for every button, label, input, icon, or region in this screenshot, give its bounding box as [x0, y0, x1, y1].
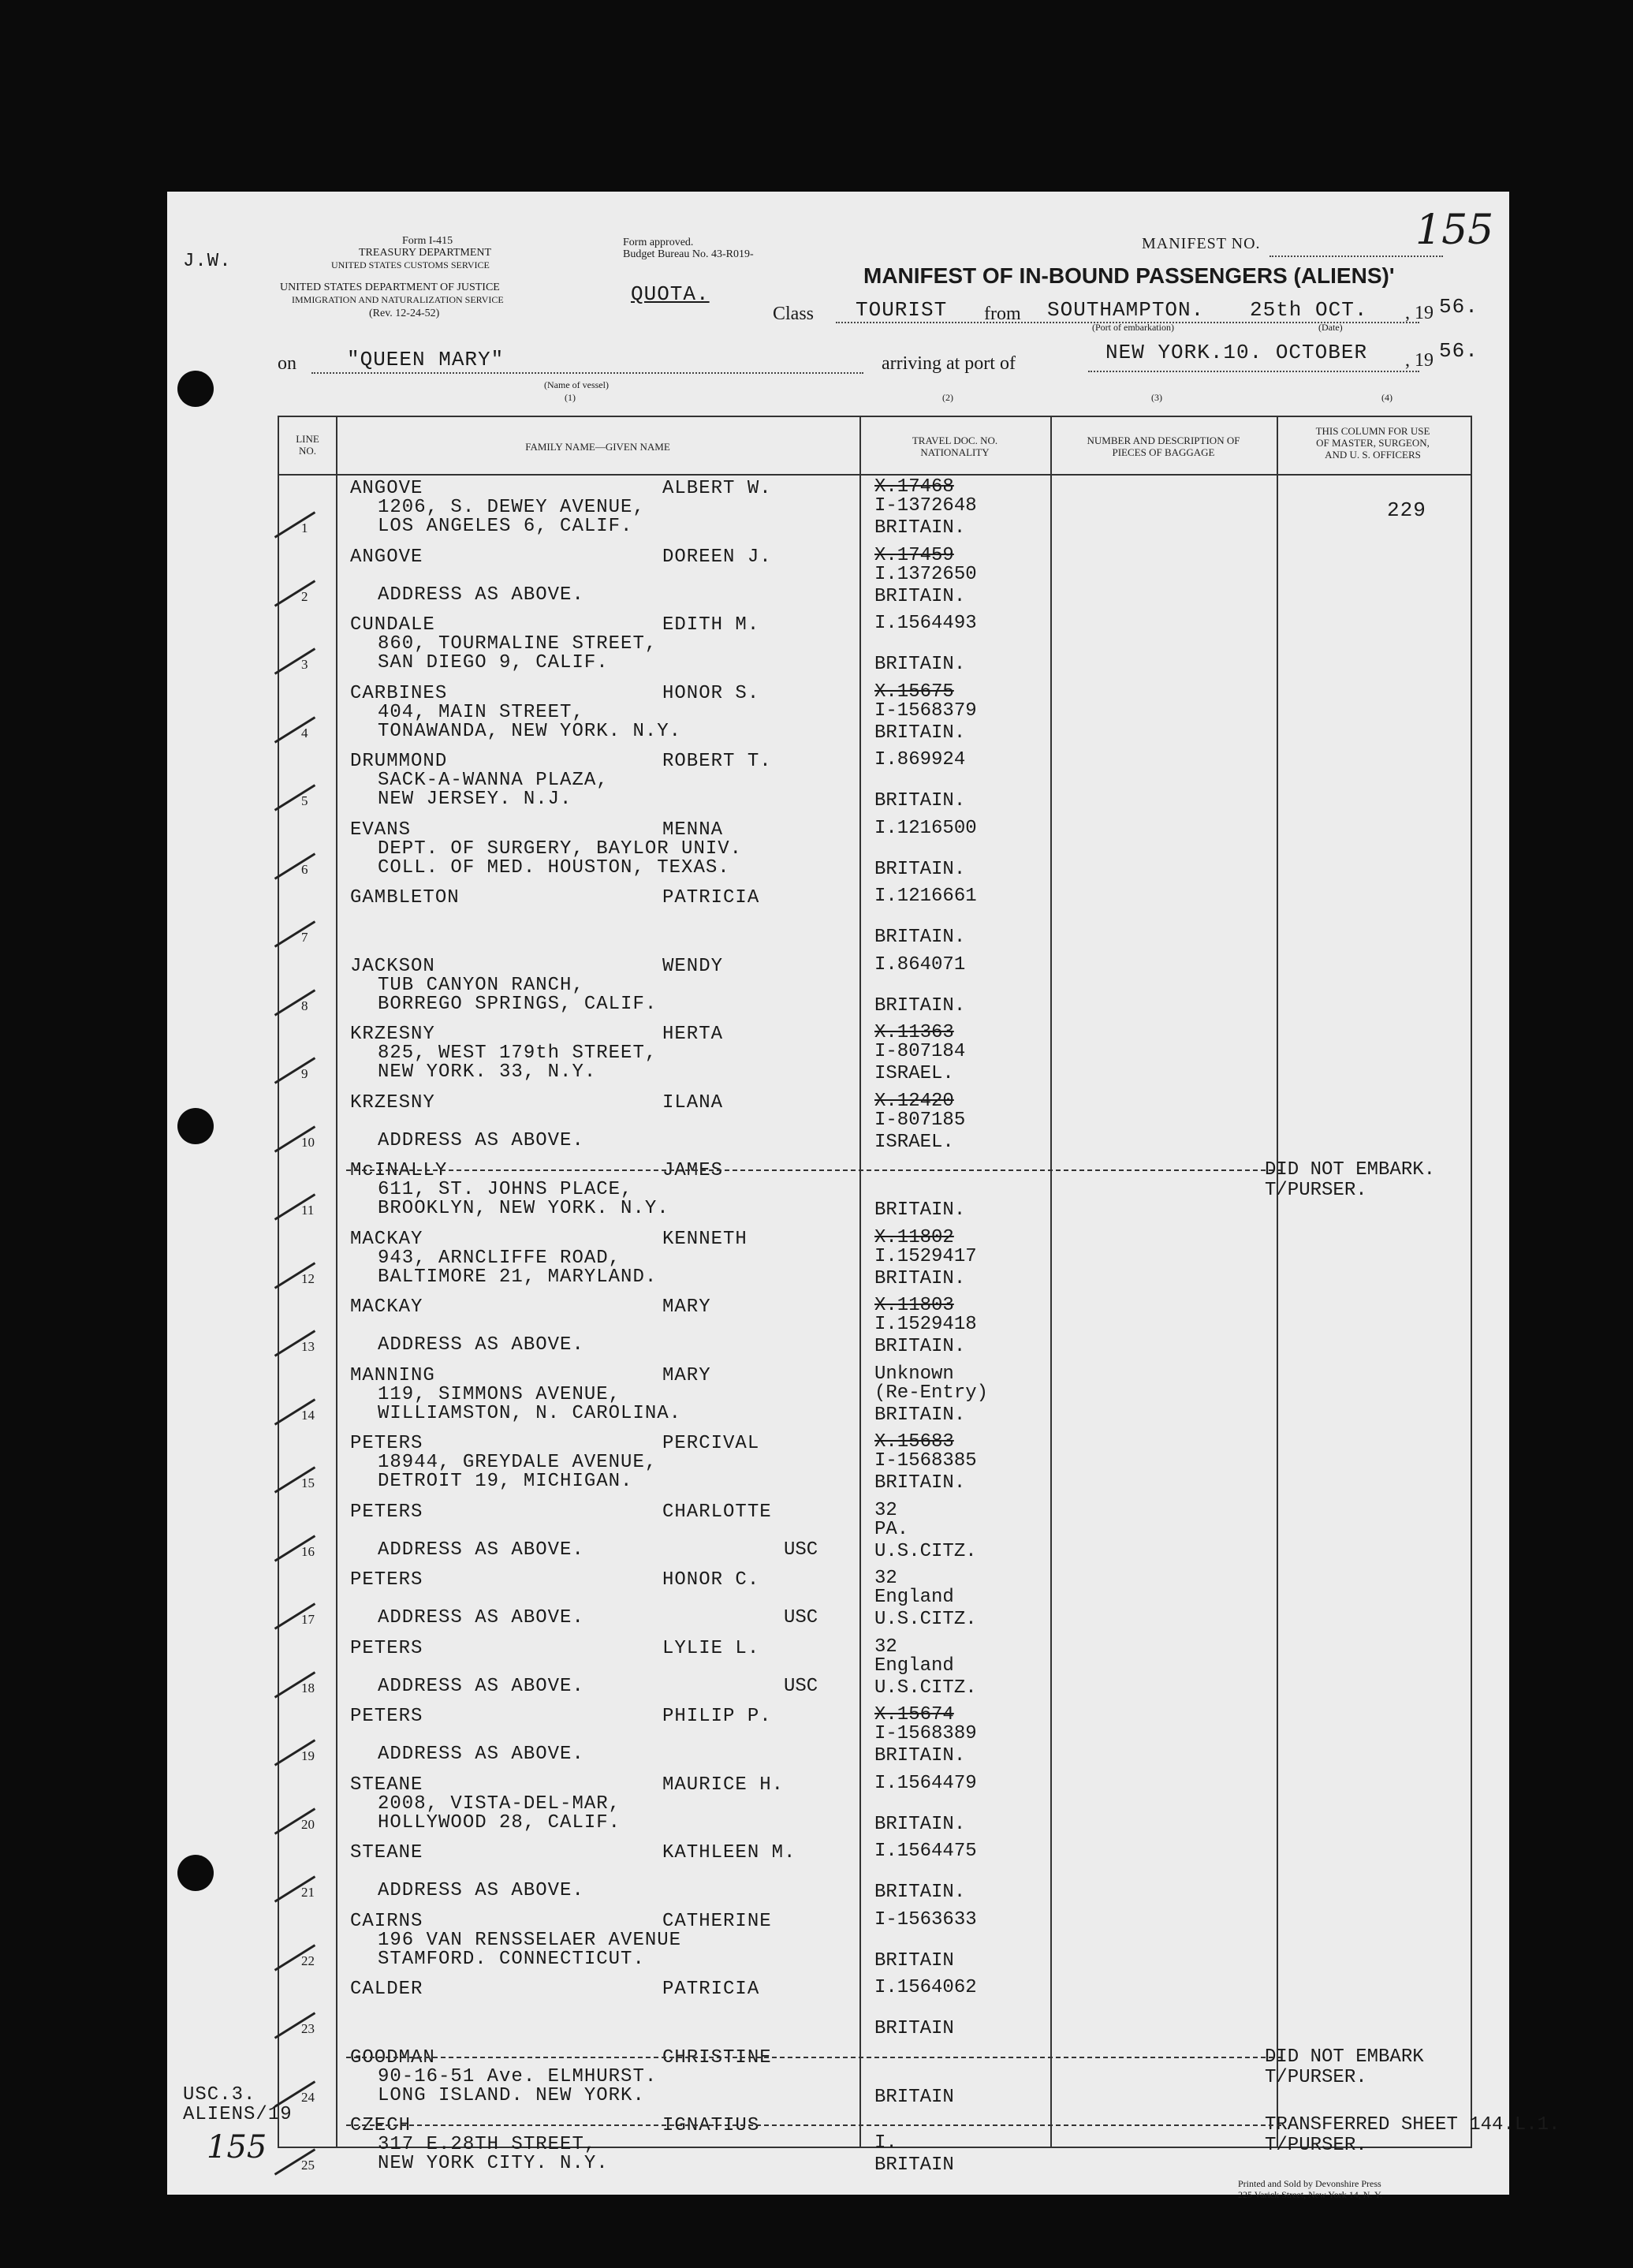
table-row	[279, 545, 1471, 613]
table-row	[279, 1977, 1471, 2045]
nationality: BRITAIN.	[874, 1745, 966, 1766]
nationality: BRITAIN.	[874, 1404, 966, 1426]
nationality: BRITAIN.	[874, 927, 966, 948]
nationality: BRITAIN.	[874, 1882, 966, 1903]
address-line-1: TUB CANYON RANCH,	[378, 974, 584, 996]
given-name: CATHERINE	[662, 1910, 772, 1932]
nationality: BRITAIN	[874, 2086, 954, 2108]
address-line-1: 18944, GREYDALE AVENUE,	[378, 1452, 658, 1473]
given-name: ROBERT T.	[662, 751, 772, 772]
punch-hole	[177, 1855, 214, 1891]
travel-doc-2: I-1568389	[874, 1723, 977, 1744]
address-line-1: 196 VAN RENSSELAER AVENUE	[378, 1929, 682, 1951]
surname: PETERS	[350, 1501, 423, 1523]
surname: McINALLY	[350, 1160, 448, 1181]
nationality: U.S.CITZ.	[874, 1677, 977, 1699]
header-baggage: NUMBER AND DESCRIPTION OF PIECES OF BAGGAGE	[1087, 435, 1240, 458]
nationality: BRITAIN	[874, 1949, 954, 1971]
check-mark	[274, 647, 315, 674]
nationality: BRITAIN.	[874, 1472, 966, 1494]
line-number: 6	[301, 861, 308, 877]
travel-doc-1: 32	[874, 1568, 897, 1589]
line-number: 24	[301, 2089, 315, 2105]
table-row	[279, 1091, 1471, 1158]
nationality: U.S.CITZ.	[874, 1540, 977, 1562]
address-line-1: DEPT. OF SURGERY, BAYLOR UNIV.	[378, 837, 743, 860]
address-line-2: NEW YORK. 33, N.Y.	[378, 1061, 597, 1083]
line-number: 18	[301, 1680, 315, 1695]
header-divider	[279, 474, 1471, 476]
given-name: CHRISTINE	[662, 2046, 772, 2068]
header-line-no: LINE NO.	[296, 433, 319, 457]
col4-caption: (4)	[1381, 392, 1393, 403]
surname: CUNDALE	[350, 614, 435, 636]
given-name: CHARLOTTE	[662, 1501, 772, 1523]
row-note: DID NOT EMBARK. T/PURSER.	[1265, 1159, 1436, 1201]
given-name: JAMES	[662, 1160, 724, 1181]
check-mark	[274, 852, 315, 879]
address-line-2: ADDRESS AS ABOVE.	[378, 1880, 584, 1901]
officer-note: 229	[1387, 498, 1426, 522]
arrival-year: 56.	[1439, 339, 1478, 363]
given-name: HERTA	[662, 1024, 724, 1045]
line-number: 15	[301, 1475, 315, 1490]
class-line	[836, 322, 1419, 323]
travel-doc-1: X.11802	[874, 1226, 954, 1248]
given-name: MAURICE H.	[662, 1774, 785, 1796]
given-name: WENDY	[662, 955, 724, 977]
embark-date: 25th OCT.	[1250, 298, 1368, 322]
line-number: 12	[301, 1270, 315, 1286]
from-label: from	[984, 304, 1021, 324]
travel-doc-2: I-1568379	[874, 699, 977, 722]
table-row	[279, 1500, 1471, 1568]
given-name: DOREEN J.	[662, 546, 772, 568]
given-name: MARY	[662, 1364, 711, 1386]
passenger-table	[278, 416, 1560, 2176]
table-row	[279, 2113, 1560, 2181]
manifest-number: 155	[1415, 207, 1494, 254]
address-line-2: ADDRESS AS ABOVE.	[378, 1129, 584, 1151]
dept-ins: IMMIGRATION AND NATURALIZATION SERVICE	[292, 294, 504, 305]
surname: PETERS	[350, 1637, 423, 1659]
form-approved: Form approved.	[623, 237, 694, 248]
line-number: 2	[301, 588, 308, 604]
row-note: DID NOT EMBARK T/PURSER.	[1265, 2046, 1424, 2088]
travel-doc-1: X.17468	[874, 476, 954, 498]
address-line-1: 825, WEST 179th STREET,	[378, 1043, 658, 1064]
surname: JACKSON	[350, 955, 435, 977]
nationality: BRITAIN.	[874, 585, 966, 607]
vessel-line	[311, 372, 863, 374]
address-line-1: 1206, S. DEWEY AVENUE,	[378, 497, 645, 518]
check-mark	[274, 989, 315, 1016]
surname: PETERS	[350, 1569, 423, 1591]
travel-doc-2: England	[874, 1587, 954, 1608]
address-line-1: 317 E.28TH STREET,	[378, 2134, 597, 2155]
address-line-2: STAMFORD. CONNECTICUT.	[378, 1948, 645, 1970]
address-line-2: HOLLYWOOD 28, CALIF.	[378, 1811, 621, 1833]
arrival-year-prefix: , 19	[1405, 350, 1434, 371]
travel-doc-2: I.1529418	[874, 1314, 977, 1335]
nationality: BRITAIN.	[874, 790, 966, 811]
travel-doc-1: I.869924	[874, 749, 966, 770]
travel-doc-2: I-1372648	[874, 495, 977, 517]
line-number: 5	[301, 793, 308, 808]
line-number: 8	[301, 998, 308, 1013]
address-line-1: 2008, VISTA-DEL-MAR,	[378, 1792, 621, 1815]
surname: PETERS	[350, 1433, 423, 1454]
margin-usc-label: USC.3.	[183, 2084, 256, 2106]
nationality: ISRAEL.	[874, 1131, 954, 1153]
col2-caption: (2)	[942, 392, 953, 403]
check-mark	[274, 784, 315, 811]
table-row	[279, 1363, 1471, 1431]
address-line-2: TONAWANDA, NEW YORK. N.Y.	[378, 720, 682, 742]
given-name: PERCIVAL	[662, 1433, 760, 1454]
line-number: 13	[301, 1339, 315, 1354]
line-number: 3	[301, 657, 308, 672]
surname: CALDER	[350, 1979, 423, 2000]
address-line-2: BORREGO SPRINGS, CALIF.	[378, 993, 658, 1015]
nationality: BRITAIN.	[874, 517, 966, 539]
travel-doc-2: I.1372650	[874, 563, 977, 585]
surname: MANNING	[350, 1364, 435, 1386]
manifest-no-label: MANIFEST NO.	[1142, 235, 1261, 252]
surname: ANGOVE	[350, 478, 423, 499]
given-name: PATRICIA	[662, 1979, 760, 2000]
port-embark-caption: (Port of embarkation)	[1092, 322, 1174, 333]
form-number: Form I-415	[402, 235, 453, 247]
check-mark	[274, 920, 315, 947]
address-line-1: 404, MAIN STREET,	[378, 701, 584, 723]
line-number: 20	[301, 1816, 315, 1832]
punch-hole	[177, 1108, 214, 1144]
address-line-2: COLL. OF MED. HOUSTON, TEXAS.	[378, 856, 730, 878]
surname: MACKAY	[350, 1296, 423, 1318]
year-prefix: , 19	[1405, 303, 1434, 323]
table-row	[279, 818, 1471, 886]
line-number: 17	[301, 1612, 315, 1627]
address-line-1: SACK-A-WANNA PLAZA,	[378, 770, 609, 791]
surname: GAMBLETON	[350, 887, 460, 908]
col1-caption: (1)	[565, 392, 576, 403]
line-number: 4	[301, 725, 308, 740]
surname: STEANE	[350, 1842, 423, 1863]
dept-customs: UNITED STATES CUSTOMS SERVICE	[331, 259, 490, 270]
given-name: ILANA	[662, 1091, 724, 1113]
nationality: BRITAIN.	[874, 858, 966, 880]
table-row	[279, 1909, 1471, 1977]
line-number: 23	[301, 2021, 315, 2036]
line-number: 19	[301, 1748, 315, 1763]
margin-handwritten-number: 155	[207, 2129, 267, 2165]
given-name: MENNA	[662, 819, 724, 841]
table-row	[279, 476, 1471, 544]
header-officers: THIS COLUMN FOR USE OF MASTER, SURGEON, AND U. S. OFFICERS	[1315, 425, 1430, 461]
surname: STEANE	[350, 1774, 423, 1796]
travel-doc-2: (Re-Entry)	[874, 1382, 989, 1404]
travel-doc-1: X.15674	[874, 1704, 954, 1725]
row-note: TRANSFERRED SHEET 144.L.1. T/PURSER.	[1265, 2114, 1560, 2156]
dept-treasury: TREASURY DEPARTMENT	[359, 247, 492, 259]
table-row	[279, 681, 1471, 749]
surname: ANGOVE	[350, 546, 423, 568]
page-title: MANIFEST OF IN-BOUND PASSENGERS (ALIENS)'	[863, 263, 1395, 288]
date-caption: (Date)	[1318, 322, 1343, 333]
nationality: BRITAIN.	[874, 1267, 966, 1289]
line-number: 22	[301, 1953, 315, 1968]
strike-through-line	[346, 2057, 1281, 2058]
given-name: HONOR C.	[662, 1569, 760, 1591]
travel-doc-1: I.1564493	[874, 613, 977, 634]
address-line-2: NEW JERSEY. N.J.	[378, 789, 572, 810]
class-value: TOURIST	[856, 298, 948, 322]
travel-doc-2: I-807185	[874, 1109, 966, 1131]
travel-doc-1: X.11803	[874, 1295, 954, 1316]
printer-line-1: Printed and Sold by Devonshire Press	[1238, 2178, 1381, 2189]
address-line-2: LOS ANGELES 6, CALIF.	[378, 516, 633, 537]
address-line-2: ADDRESS AS ABOVE.	[378, 584, 584, 606]
nationality: BRITAIN.	[874, 1813, 966, 1835]
given-name: ALBERT W.	[662, 478, 772, 499]
given-name: PATRICIA	[662, 887, 760, 908]
nationality: BRITAIN.	[874, 994, 966, 1016]
vessel-caption: (Name of vessel)	[544, 379, 609, 390]
travel-doc-2: I.	[874, 2132, 897, 2154]
line-number: 1	[301, 520, 308, 535]
check-mark	[274, 1057, 315, 1084]
address-line-1: 90-16-51 Ave. ELMHURST.	[378, 2065, 658, 2087]
travel-doc-1: X.15683	[874, 1431, 954, 1453]
address-line-2: ADDRESS AS ABOVE.	[378, 1334, 584, 1356]
travel-doc-2: England	[874, 1654, 954, 1677]
table-row	[279, 1773, 1471, 1841]
nationality: BRITAIN.	[874, 1336, 966, 1357]
address-line-2: NEW YORK CITY. N.Y.	[378, 2153, 609, 2174]
vessel-name: "QUEEN MARY"	[347, 348, 505, 371]
table-row	[279, 1568, 1471, 1636]
nationality: ISRAEL.	[874, 1063, 954, 1084]
travel-doc-1: I.1564479	[874, 1772, 977, 1794]
table-row	[279, 613, 1471, 681]
given-name: EDITH M.	[662, 614, 760, 636]
header-travel-doc: TRAVEL DOC. NO. NATIONALITY	[912, 435, 998, 458]
surname: PETERS	[350, 1706, 423, 1727]
surname: DRUMMOND	[350, 751, 448, 772]
strike-through-line	[346, 1169, 1281, 1171]
check-mark	[274, 716, 315, 743]
travel-doc-1: I.1564475	[874, 1841, 977, 1862]
margin-aliens-label: ALIENS/19	[183, 2104, 293, 2125]
address-line-2: ADDRESS AS ABOVE.	[378, 1744, 584, 1765]
surname: CAIRNS	[350, 1910, 423, 1932]
surname: CARBINES	[350, 682, 448, 704]
strike-through-line	[346, 2124, 1281, 2126]
table-row	[279, 749, 1471, 817]
address-line-2: ADDRESS AS ABOVE.	[378, 1675, 584, 1697]
address-line-2: BROOKLYN, NEW YORK. N.Y.	[378, 1198, 669, 1219]
nationality: U.S.CITZ.	[874, 1609, 977, 1630]
table-row	[279, 886, 1471, 953]
nationality: BRITAIN.	[874, 722, 966, 744]
printer-line-2: 225 Varick Street, New York 14, N. Y.	[1238, 2189, 1383, 2200]
line-number: 25	[301, 2158, 315, 2173]
surname: GOODMAN	[350, 2046, 435, 2068]
nationality: BRITAIN.	[874, 1199, 966, 1221]
given-name: IGNATIUS	[662, 2115, 760, 2136]
table-row	[279, 2046, 1471, 2113]
given-name: KENNETH	[662, 1228, 748, 1250]
address-line-2: BALTIMORE 21, MARYLAND.	[378, 1266, 658, 1288]
usc-marker: USC	[784, 1607, 818, 1628]
surname: EVANS	[350, 819, 412, 841]
line-number: 21	[301, 1885, 315, 1900]
address-line-1: 943, ARNCLIFFE ROAD,	[378, 1247, 621, 1269]
travel-doc-2: I.1529417	[874, 1245, 977, 1267]
travel-doc-2: PA.	[874, 1518, 909, 1540]
line-number: 11	[301, 1203, 315, 1218]
class-label: Class	[773, 304, 815, 324]
travel-doc-1: X.15675	[874, 681, 954, 703]
table-row	[279, 1841, 1471, 1908]
on-label: on	[278, 353, 296, 374]
address-line-1: 119, SIMMONS AVENUE,	[378, 1383, 621, 1405]
budget-bureau: Budget Bureau No. 43-R019-	[623, 248, 754, 260]
given-name: HONOR S.	[662, 682, 760, 704]
travel-doc-1: I.1216500	[874, 817, 977, 839]
arrival-port-date: NEW YORK.10. OCTOBER	[1105, 341, 1368, 364]
port-of-embarkation: SOUTHAMPTON.	[1047, 298, 1205, 322]
table-row	[279, 1022, 1471, 1090]
address-line-2: ADDRESS AS ABOVE.	[378, 1607, 584, 1628]
travel-doc-1: I-1563633	[874, 1908, 977, 1930]
check-mark	[274, 580, 315, 606]
table-row	[279, 1295, 1471, 1363]
address-line-1: 860, TOURMALINE STREET,	[378, 633, 658, 655]
travel-doc-1: 32	[874, 1499, 897, 1521]
travel-doc-1: Unknown	[874, 1363, 954, 1385]
table-row	[279, 1636, 1471, 1704]
table-row	[279, 1158, 1471, 1226]
line-number: 7	[301, 930, 308, 945]
nationality: BRITAIN.	[874, 654, 966, 675]
header-name: FAMILY NAME—GIVEN NAME	[525, 441, 670, 453]
address-line-2: WILLIAMSTON, N. CAROLINA.	[378, 1402, 682, 1424]
dept-justice: UNITED STATES DEPARTMENT OF JUSTICE	[280, 282, 500, 293]
travel-doc-1: I.1564062	[874, 1977, 977, 1998]
address-line-2: DETROIT 19, MICHIGAN.	[378, 1471, 633, 1492]
embark-year: 56.	[1439, 295, 1478, 319]
punch-hole	[177, 371, 214, 407]
travel-doc-1: I.1216661	[874, 886, 977, 907]
travel-doc-2: I-1568385	[874, 1450, 977, 1472]
table-row	[279, 954, 1471, 1022]
margin-initials: J.W.	[183, 251, 232, 272]
col3-caption: (3)	[1151, 392, 1162, 403]
line-number: 9	[301, 1066, 308, 1081]
surname: MACKAY	[350, 1228, 423, 1250]
table-row	[279, 1704, 1471, 1772]
given-name: KATHLEEN M.	[662, 1842, 796, 1863]
surname: KRZESNY	[350, 1091, 435, 1113]
travel-doc-1: X.12420	[874, 1090, 954, 1112]
given-name: MARY	[662, 1296, 711, 1318]
given-name: PHILIP P.	[662, 1706, 772, 1727]
travel-doc-2: I-807184	[874, 1041, 966, 1062]
address-line-2: SAN DIEGO 9, CALIF.	[378, 652, 609, 673]
surname: CZECH	[350, 2115, 412, 2136]
travel-doc-1: 32	[874, 1636, 897, 1658]
travel-doc-1: X.11363	[874, 1022, 954, 1043]
manifest-no-line	[1269, 256, 1443, 257]
form-revision: (Rev. 12-24-52)	[369, 308, 440, 319]
address-line-1: 611, ST. JOHNS PLACE,	[378, 1179, 633, 1200]
travel-doc-1: X.17459	[874, 544, 954, 566]
line-number: 16	[301, 1543, 315, 1559]
usc-marker: USC	[784, 1539, 818, 1561]
given-name: LYLIE L.	[662, 1637, 760, 1659]
nationality: BRITAIN	[874, 2154, 954, 2176]
line-number: 14	[301, 1407, 315, 1423]
table-row	[279, 1431, 1471, 1499]
usc-marker: USC	[784, 1675, 818, 1697]
quota-label: QUOTA.	[631, 282, 710, 306]
address-line-2: ADDRESS AS ABOVE.	[378, 1539, 584, 1561]
nationality: BRITAIN	[874, 2018, 954, 2039]
check-mark	[274, 511, 315, 538]
line-number: 10	[301, 1134, 315, 1150]
address-line-2: LONG ISLAND. NEW YORK.	[378, 2084, 645, 2106]
arriving-label: arriving at port of	[882, 353, 1016, 374]
arrival-line	[1088, 371, 1419, 372]
travel-doc-1: I.864071	[874, 953, 966, 975]
surname: KRZESNY	[350, 1024, 435, 1045]
table-row	[279, 1227, 1471, 1295]
